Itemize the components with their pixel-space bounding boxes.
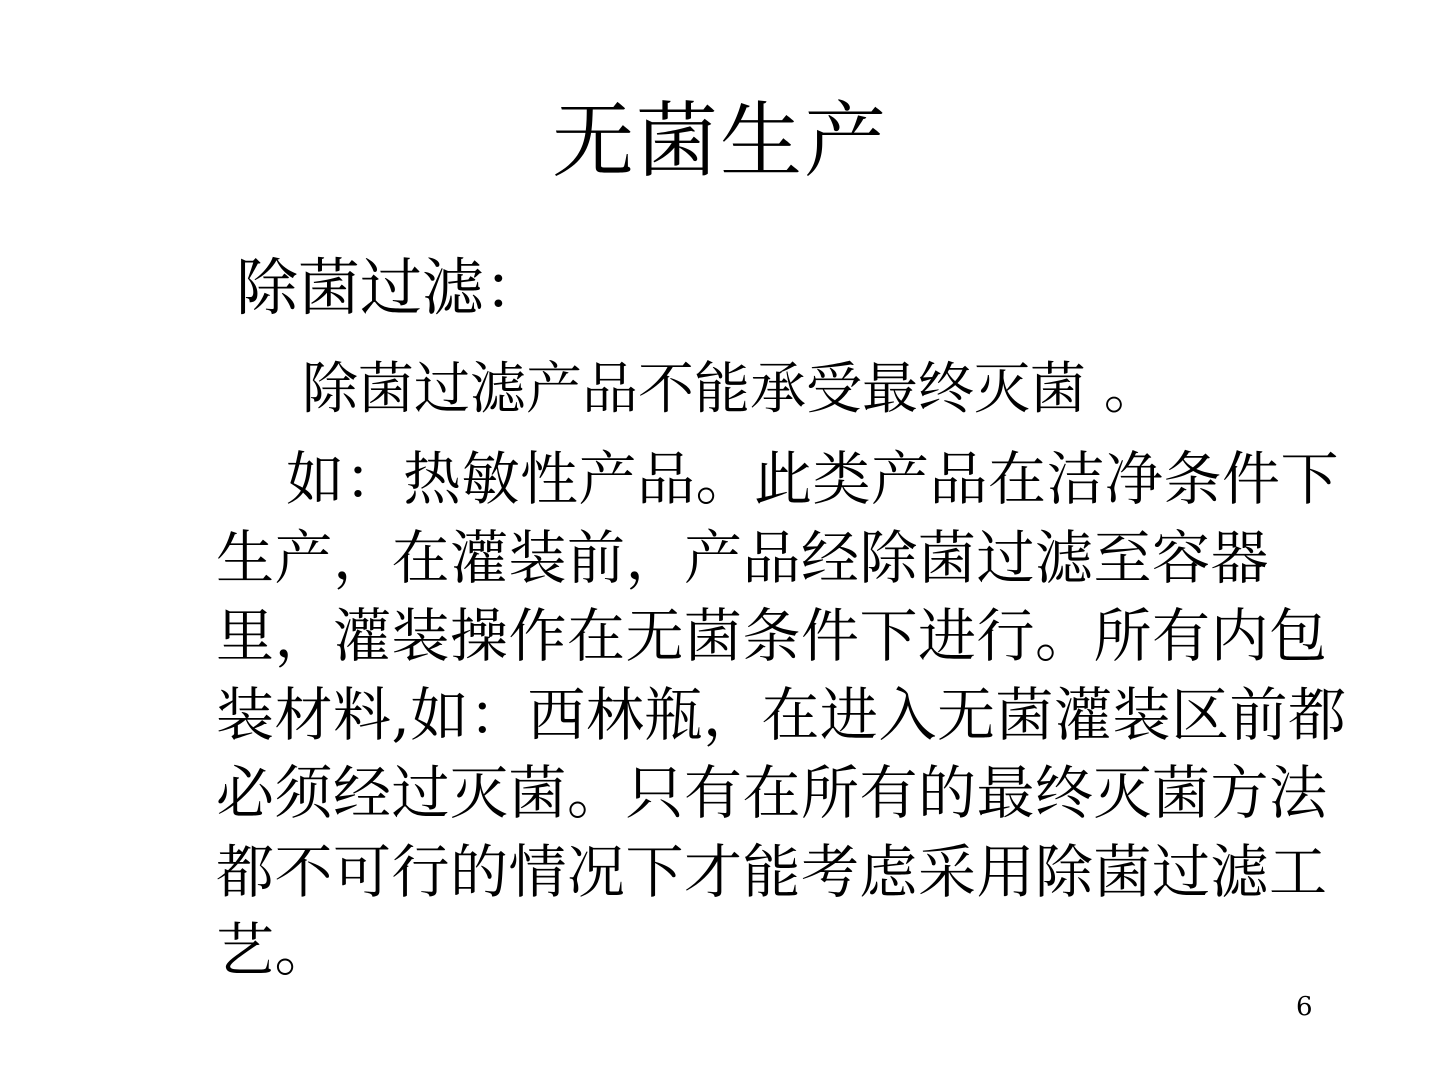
page-number: 6 [1296,992,1313,1022]
section-heading: 除菌过滤： [236,251,547,324]
statement-line: 除菌过滤产品不能承受最终灭菌 。 [302,357,1160,422]
slide-title: 无菌生产 [551,94,888,189]
body-paragraph: 如：热敏性产品。此类产品在洁净条件下生产，在灌装前，产品经除菌过滤至容器里，灌装操作在无菌条件下进行。所有内包装材料,如：西林瓶，在进入无菌灌装区前都必须经过灭菌。只有在所有的最终灭菌方法都不可行的情况下才能考虑采用除菌过滤工艺。 [216,445,1347,984]
